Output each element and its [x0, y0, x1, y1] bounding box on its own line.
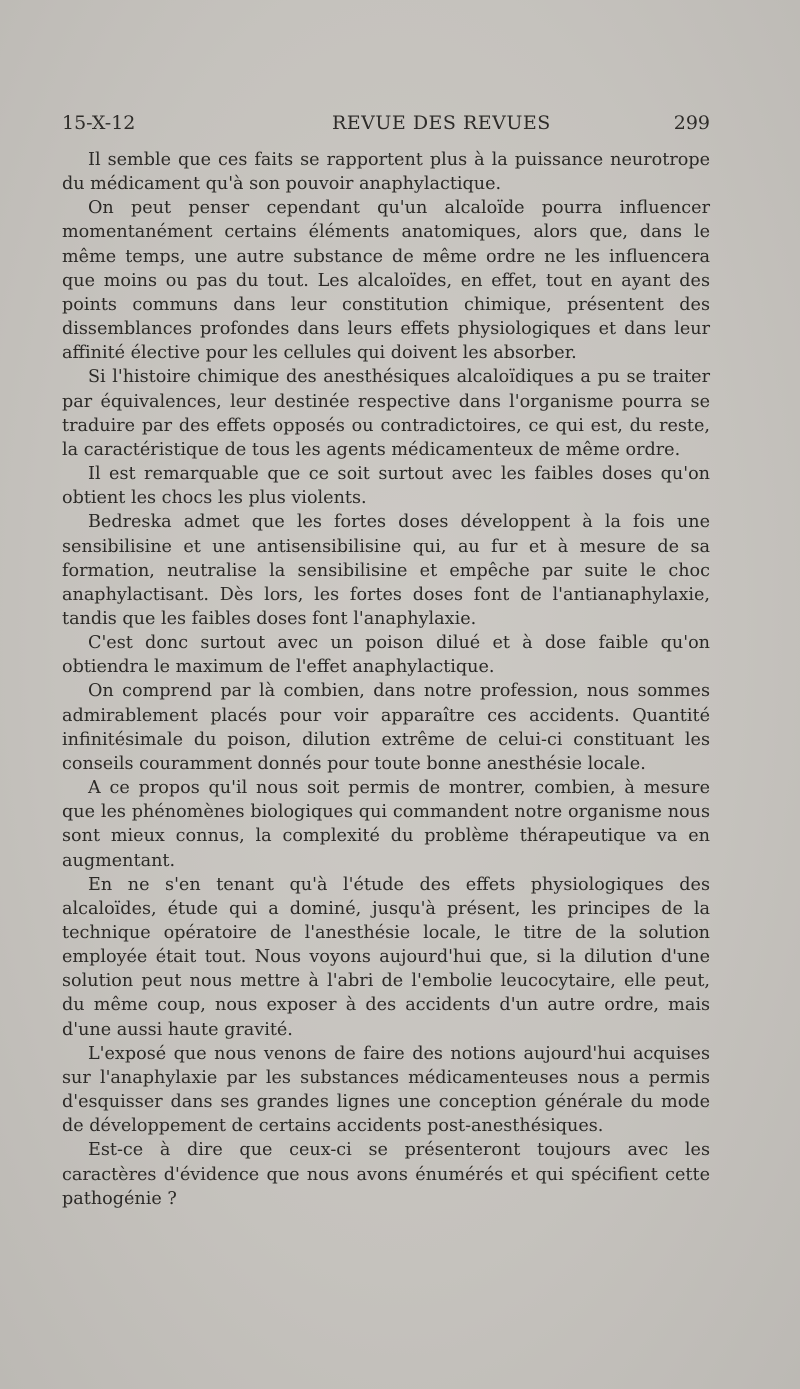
paragraph: Est-ce à dire que ceux-ci se présenteront toujours avec les caractères d'évidence que nous avons énumérés et qui spécifient cette pathogénie ? [62, 1140, 710, 1209]
page-header [62, 112, 710, 138]
paragraph: On peut penser cependant qu'un alcaloïde pourra influencer momentanément certains éléments anatomiques, alors que, dans le même temps, une autre substance de même ordre ne les influencera que moins ou pas du tout. Les alcaloïdes, en effet, tout en ayant des points communs dans leur constitution chimique, présentent des dissemblances profondes dans leurs effets physiologiques et dans leur affinité élective pour les cellules qui doivent les absorber. [62, 198, 710, 364]
page-number: 299 [673, 112, 710, 134]
paragraph: Il semble que ces faits se rapportent plus à la puissance neurotrope du médicament qu'à son pouvoir anaphylactique. [62, 150, 710, 195]
paragraph: L'exposé que nous venons de faire des notions aujourd'hui acquises sur l'anaphylaxie par les substances médicamenteuses nous a permis d'esquisser dans ses grandes lignes une conception générale du mode de développement de certains accidents post-anesthésiques. [62, 1043, 710, 1137]
paragraph: On comprend par là combien, dans notre profession, nous sommes admirablement placés pour voir apparaître ces accidents. Quantité infinitésimale du poison, dilution extrême de celui-ci constituant les conseils couramment donnés pour toute bonne anesthésie locale. [62, 681, 710, 774]
paragraph: A ce propos qu'il nous soit permis de montrer, combien, à mesure que les phénomènes biologiques qui commandent notre organisme nous sont mieux connus, la complexité du problème thérapeutique va en augmentant. [62, 778, 710, 871]
paragraph: Bedreska admet que les fortes doses développent à la fois une sensibilisine et une antisensibilisine qui, au fur et à mesure de sa formation, neutralise la sensibilisine et empêche par suite le choc anaphylactisant. Dès lors, les fortes doses font de l'antianaphylaxie, tandis que les faibles doses font l'anaphylaxie. [62, 512, 710, 629]
article-body [62, 148, 710, 1211]
paragraph: C'est donc surtout avec un poison dilué et à dose faible qu'on obtiendra le maximum de l'effet anaphylactique. [62, 633, 710, 678]
issue-date: 15-X-12 [62, 112, 136, 134]
running-title: REVUE DES REVUES [332, 112, 551, 134]
paragraph: Si l'histoire chimique des anesthésiques alcaloïdiques a pu se traiter par équivalences, leur destinée respective dans l'organisme pourra se traduire par des effets opposés ou contradictoires, ce qui est, du reste, la caractéristique de tous les agents médicamenteux de même ordre. [62, 367, 710, 460]
paragraph: Il est remarquable que ce soit surtout avec les faibles doses qu'on obtient les chocs les plus violents. [62, 464, 710, 509]
paragraph: En ne s'en tenant qu'à l'étude des effets physiologiques des alcaloïdes, étude qui a dominé, jusqu'à présent, les principes de la technique opératoire de l'anesthésie locale, le titre de la solution employée était tout. Nous voyons aujourd'hui que, si la dilution d'une solution peut nous mettre à l'abri de l'embolie leucocytaire, elle peut, du même coup, nous exposer à des accidents d'un autre ordre, mais d'une aussi haute gravité. [62, 874, 710, 1040]
